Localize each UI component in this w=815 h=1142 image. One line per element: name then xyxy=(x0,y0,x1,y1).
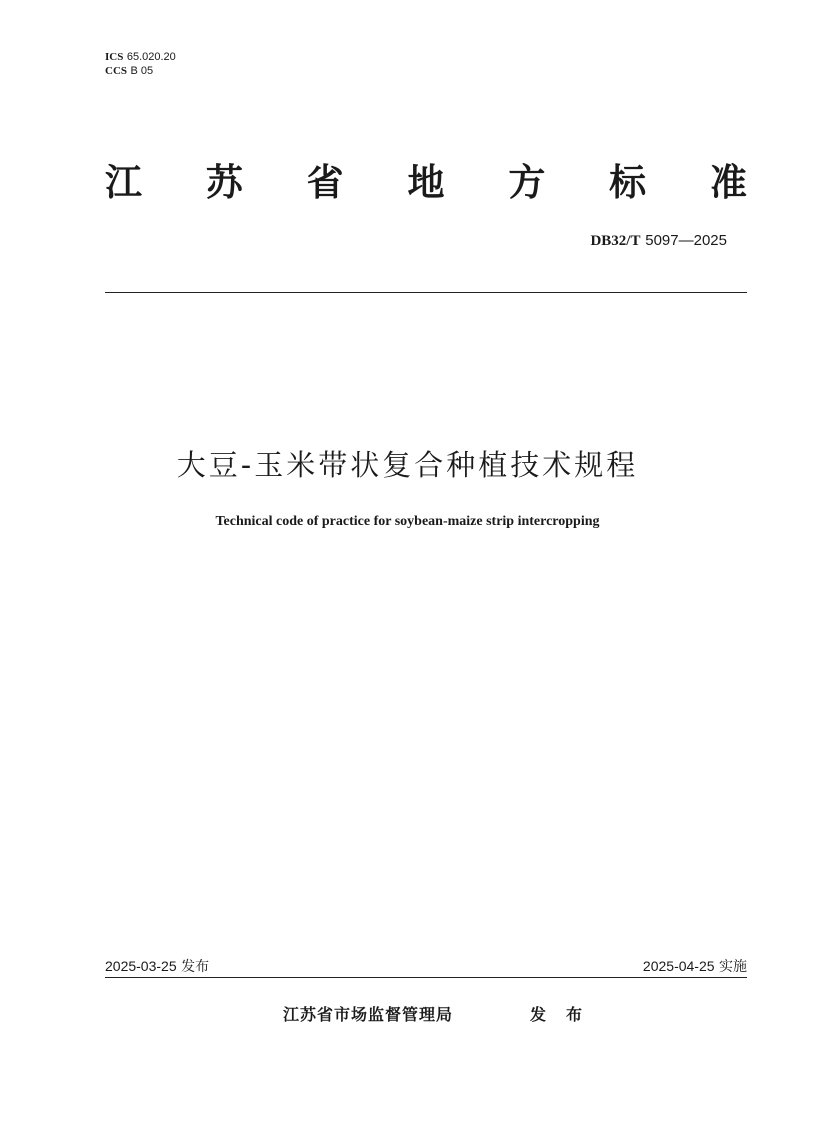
heading-char: 省 xyxy=(306,161,344,204)
heading-char: 江 xyxy=(105,161,142,204)
heading-char: 苏 xyxy=(205,161,243,204)
publish-date-line xyxy=(105,956,209,976)
ccs-value: B 05 xyxy=(130,65,154,77)
ics-value: 65.020.20 xyxy=(126,51,176,63)
classification-codes xyxy=(105,50,176,78)
heading-char: 地 xyxy=(407,161,445,204)
effective-date: 2025-04-25 xyxy=(642,958,715,974)
issue-label: 发布 xyxy=(530,1005,603,1024)
publish-date: 2025-03-25 xyxy=(105,958,177,974)
ccs-label: CCS xyxy=(105,65,128,77)
footer-divider xyxy=(105,977,747,978)
ics-label: ICS xyxy=(105,51,124,63)
standard-type-heading xyxy=(105,158,747,208)
standard-number-value: 5097—2025 xyxy=(645,232,727,249)
issuing-authority: 江苏省市场监督管理局 xyxy=(283,1005,454,1024)
heading-char: 标 xyxy=(609,161,647,204)
heading-char: 方 xyxy=(508,161,546,204)
standard-number xyxy=(590,231,727,250)
publish-label: 发布 xyxy=(181,959,210,975)
ccs-code xyxy=(105,64,176,78)
document-title-chinese: 大豆-玉米带状复合种植技术规程 xyxy=(176,448,639,482)
header-divider xyxy=(105,292,747,293)
document-title-english: Technical code of practice for soybean-maize strip intercropping xyxy=(215,514,600,529)
heading-char: 准 xyxy=(709,161,747,204)
effective-label: 实施 xyxy=(719,959,747,975)
ics-code xyxy=(105,50,176,64)
effective-date-line xyxy=(643,956,747,976)
standard-prefix: DB32/T xyxy=(590,233,641,249)
